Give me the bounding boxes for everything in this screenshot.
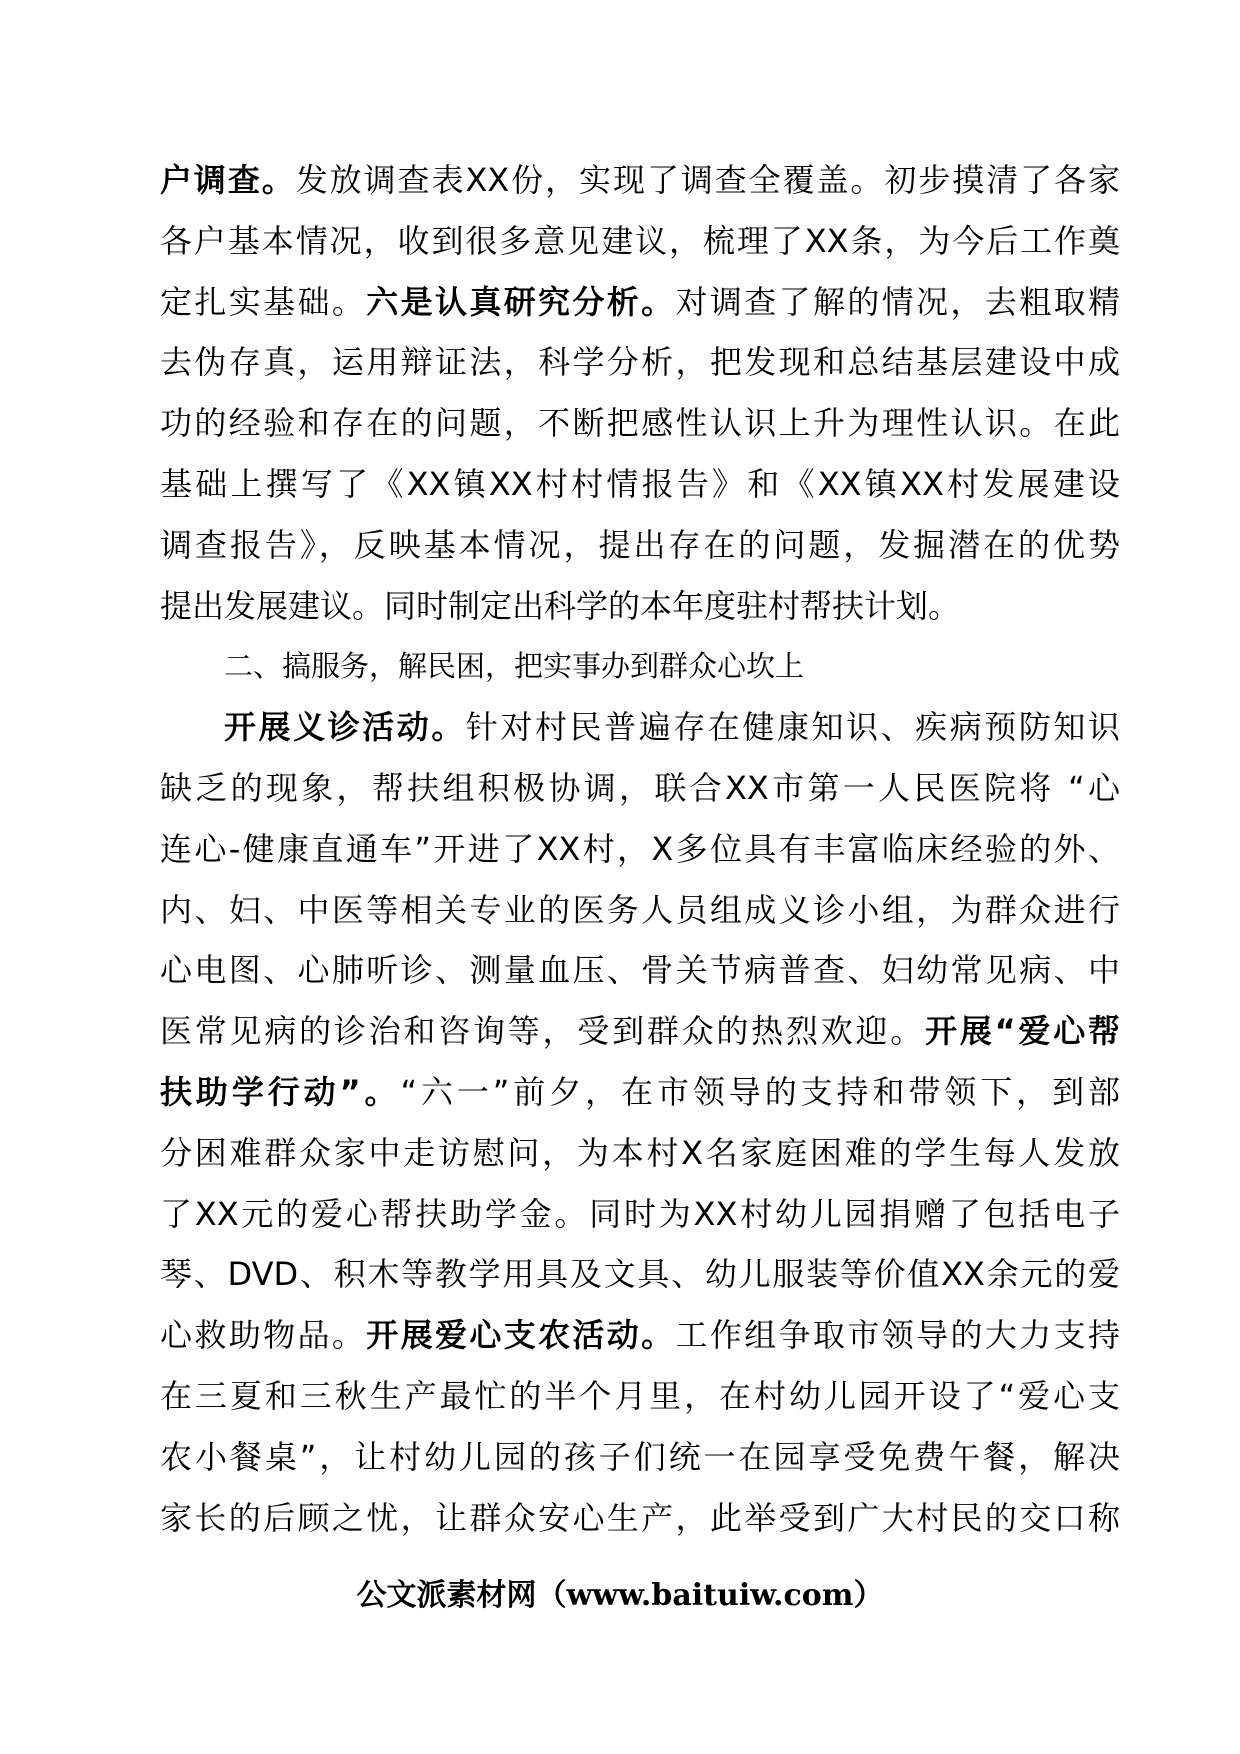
- text-line: [160, 1366, 1120, 1427]
- text-line: [160, 1123, 1120, 1184]
- line-text: 各户基本情况，收到很多意见建议，梳理了XX条，为今后工作奠: [160, 221, 1120, 260]
- line-text: 心电图、心肺听诊、测量血压、骨关节病普查、妇幼常见病、中: [160, 951, 1120, 990]
- bold-phrase: 开展义诊活动。: [224, 708, 466, 747]
- line-text: 内、妇、中医等相关专业的医务人员组成义诊小组，为群众进行: [160, 890, 1120, 929]
- text-line: [160, 1305, 1120, 1366]
- text-line: [160, 1244, 1120, 1305]
- text-line: [160, 1488, 1120, 1549]
- text-line: [160, 454, 1120, 515]
- line-text: 定扎实基础。: [160, 282, 367, 321]
- text-line: [160, 940, 1120, 1001]
- line-text: 在三夏和三秋生产最忙的半个月里，在村幼儿园开设了“爱心支: [160, 1376, 1120, 1415]
- line-text: 分困难群众家中走访慰问，为本村X名家庭困难的学生每人发放: [160, 1133, 1120, 1172]
- text-line: [160, 758, 1120, 819]
- text-line: [160, 211, 1120, 272]
- text-line: [160, 880, 1120, 941]
- text-line: [160, 332, 1120, 393]
- bold-phrase: 六是认真研究分析。: [366, 282, 676, 321]
- body-text: [160, 150, 1120, 1548]
- line-text: 去伪存真，运用辩证法，科学分析，把发现和总结基层建设中成: [160, 343, 1120, 382]
- text-line: [160, 393, 1120, 454]
- line-text: 针对村民普遍存在健康知识、疾病预防知识: [465, 708, 1120, 747]
- line-text: 缺乏的现象，帮扶组积极协调，联合XX市第一人民医院将 “心: [160, 768, 1120, 807]
- line-text: 调查报告》，反映基本情况，提出存在的问题，发掘潜在的优势: [160, 525, 1120, 564]
- footer-watermark: 公文派素材网（www.baituiw.com）: [356, 1578, 884, 1613]
- text-line: [160, 272, 1120, 333]
- line-text: 提出发展建议。同时制定出科学的本年度驻村帮扶计划。: [160, 586, 961, 625]
- bold-phrase: 开展爱心支农活动。: [366, 1316, 676, 1355]
- text-line: [160, 515, 1120, 576]
- heading-text: 二、搞服务，解民困，把实事办到群众心坎上: [224, 649, 805, 684]
- line-text: 基础上撰写了《XX镇XX村村情报告》和《XX镇XX村发展建设: [160, 464, 1120, 503]
- bold-phrase: 户调查。: [160, 161, 296, 199]
- text-line: [160, 1001, 1120, 1062]
- line-text: 琴、DVD、积木等教学用具及文具、幼儿服装等价值XX余元的爱: [160, 1255, 1120, 1294]
- bold-phrase: 扶助学行动”。: [160, 1072, 401, 1111]
- text-line: [160, 819, 1120, 880]
- line-text: 家长的后顾之忧，让群众安心生产，此举受到广大村民的交口称: [160, 1498, 1120, 1537]
- line-text: 工作组争取市领导的大力支持: [675, 1316, 1120, 1355]
- text-line: [160, 576, 1120, 637]
- text-line: [160, 1427, 1120, 1488]
- text-line: [160, 697, 1120, 758]
- line-text: 农小餐桌”，让村幼儿园的孩子们统一在园享受免费午餐，解决: [160, 1437, 1120, 1476]
- line-text: 医常见病的诊治和咨询等，受到群众的热烈欢迎。: [160, 1012, 926, 1051]
- text-line: [160, 150, 1120, 211]
- line-text: “六一”前夕，在市领导的支持和带领下，到部: [400, 1072, 1120, 1111]
- line-text: 对调查了解的情况，去粗取精: [675, 282, 1120, 321]
- line-text: 心救助物品。: [160, 1316, 367, 1355]
- line-text: 功的经验和存在的问题，不断把感性认识上升为理性认识。在此: [160, 404, 1120, 443]
- line-text: 发放调查表XX份，实现了调查全覆盖。初步摸清了各家: [295, 161, 1120, 199]
- text-line: [160, 1184, 1120, 1245]
- bold-phrase: 开展“爱心帮: [925, 1012, 1120, 1051]
- text-line: [160, 1062, 1120, 1123]
- line-text: 了XX元的爱心帮扶助学金。同时为XX村幼儿园捐赠了包括电子: [160, 1194, 1120, 1233]
- section-heading: [160, 636, 1120, 697]
- line-text: 连心-健康直通车”开进了XX村，X多位具有丰富临床经验的外、: [160, 829, 1120, 868]
